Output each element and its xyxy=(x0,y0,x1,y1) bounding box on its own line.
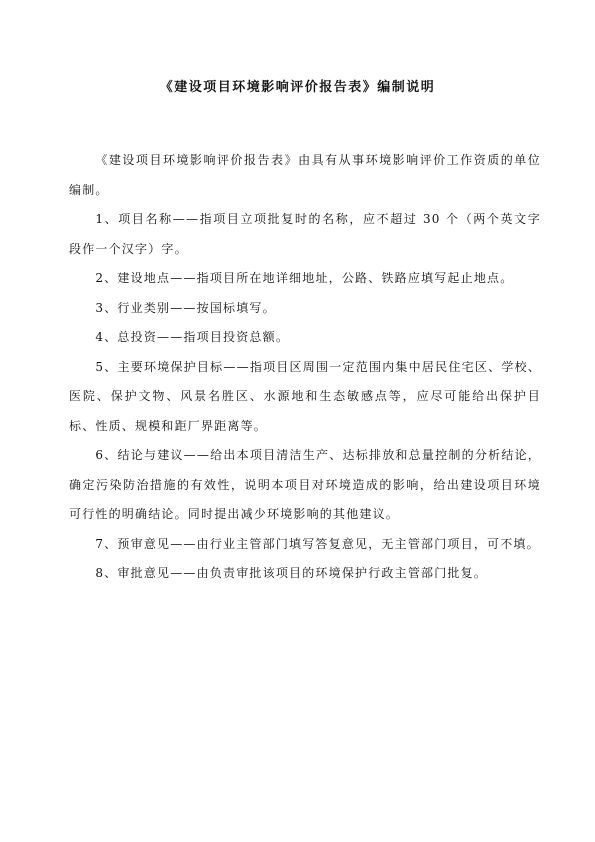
document-body xyxy=(69,146,541,589)
paragraph-intro: 《建设项目环境影响评价报告表》由具有从事环境影响评价工作资质的单位编制。 xyxy=(69,153,541,197)
paragraph-item-2-location: 2、建设地点——指项目所在地详细地址，公路、铁路应填写起止地点。 xyxy=(95,271,514,285)
paragraph-item-1-project-name: 1、项目名称——指项目立项批复时的名称，应不超过 30 个（两个英文字段作一个汉字）字。 xyxy=(69,212,541,256)
paragraph-item-3-industry: 3、行业类别——按国标填写。 xyxy=(95,300,276,315)
document-title: 《建设项目环境影响评价报告表》编制说明 xyxy=(159,80,436,95)
paragraph-item-5-protection-targets: 5、主要环境保护目标——指项目区周围一定范围内集中居民住宅区、学校、医院、保护文物、风景名胜区、水源地和生态敏感点等，应尽可能给出保护目标、性质、规模和距厂界距离等。 xyxy=(69,359,541,433)
paragraph-item-8-approval: 8、审批意见——由负责审批该项目的环境保护行政主管部门批复。 xyxy=(95,566,488,580)
paragraph-item-6-conclusion: 6、结论与建议——给出本项目清洁生产、达标排放和总量控制的分析结论，确定污染防治措施的有效性，说明本项目对环境造成的影响，给出建设项目环境可行性的明确结论。同时提出减少环境影响的其他建议。 xyxy=(69,448,541,521)
paragraph-item-7-preliminary-review: 7、预审意见——由行业主管部门填写答复意见，无主管部门项目，可不填。 xyxy=(95,536,540,551)
paragraph-item-4-investment: 4、总投资——指项目投资总额。 xyxy=(95,330,290,344)
